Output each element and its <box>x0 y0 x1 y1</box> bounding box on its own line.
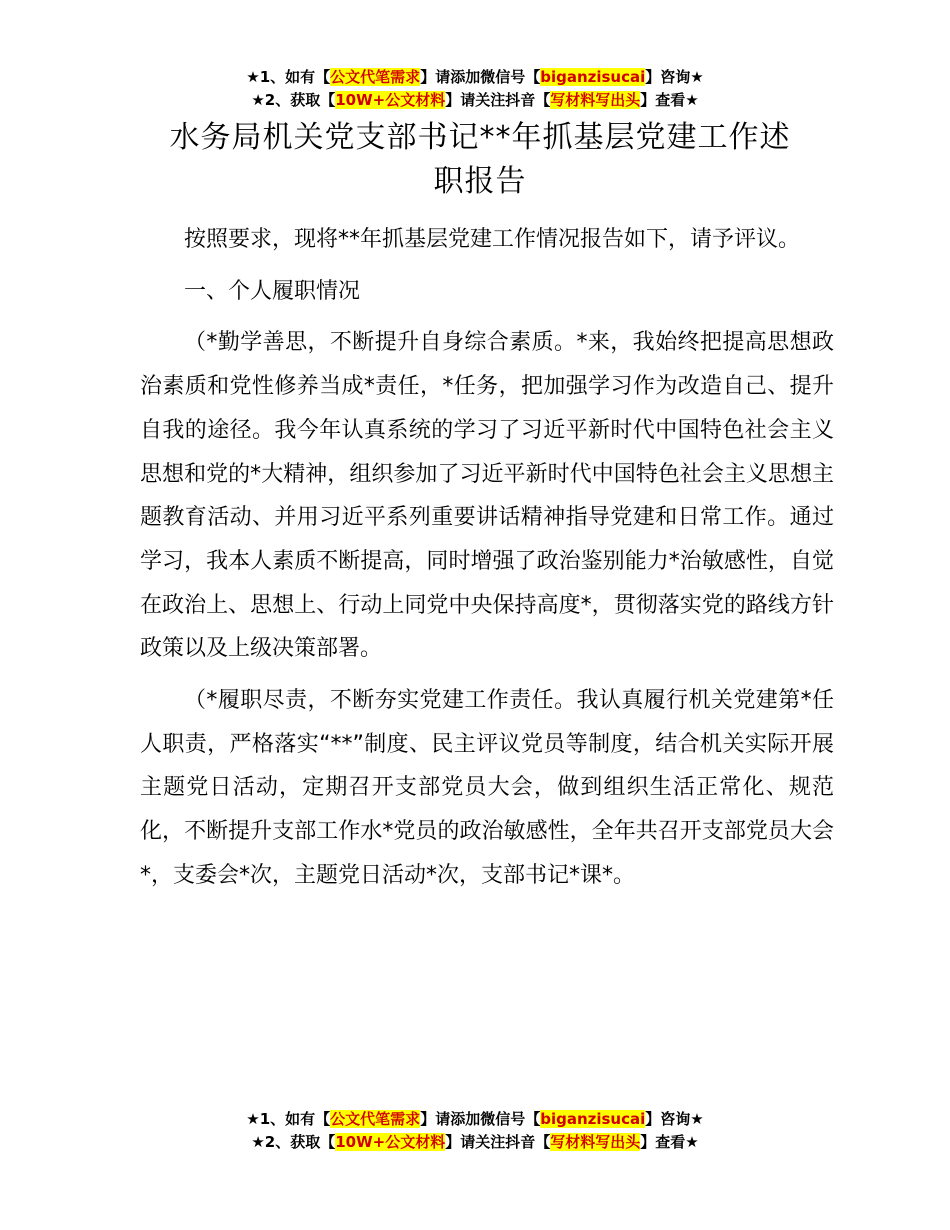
banner-text: 】请添加微信号【 <box>420 1110 541 1128</box>
banner-text: 】查看★ <box>640 1133 699 1151</box>
banner-text: 】请添加微信号【 <box>420 68 541 86</box>
paragraph-intro: 按照要求，现将**年抓基层党建工作情况报告如下，请予评议。 <box>184 227 801 252</box>
banner-highlight: biganzisucai <box>540 1110 646 1128</box>
banner-line-1 <box>0 66 950 89</box>
banner-text: 】咨询★ <box>645 68 704 86</box>
bottom-banner <box>0 1108 950 1154</box>
banner-text: ★2、获取【 <box>251 1133 336 1151</box>
document-title <box>140 116 820 204</box>
banner-text: ★1、如有【 <box>246 68 331 86</box>
banner-highlight: 公文代笔需求 <box>330 1110 421 1128</box>
banner-text: 】请关注抖音【 <box>445 91 551 109</box>
paragraph-duty: （*履职尽责，不断夯实党建工作责任。我认真履行机关党建第*任人职责，严格落实“**”制度、民主评议党员等制度，结合机关实际开展主题党日活动，定期召开支部党员大会，做到组织生活正常化、规范化，不断提升支部工作水*党员的政治敏感性，全年共召开支部党员大会*，支委会*次，主题党日活动*次，支部书记*课*。 <box>140 688 834 888</box>
banner-line-1 <box>0 1108 950 1131</box>
banner-highlight: biganzisucai <box>540 68 646 86</box>
section-heading: 一、个人履职情况 <box>184 278 361 304</box>
banner-highlight: 写材料写出头 <box>550 91 641 109</box>
banner-text: 】咨询★ <box>645 1110 704 1128</box>
banner-text: 】查看★ <box>640 91 699 109</box>
banner-line-2 <box>0 89 950 112</box>
banner-highlight: 10W+公文材料 <box>335 1133 446 1151</box>
banner-highlight: 公文代笔需求 <box>330 68 421 86</box>
banner-text: ★2、获取【 <box>251 91 336 109</box>
paragraph-study: （*勤学善思，不断提升自身综合素质。*来，我始终把提高思想政治素质和党性修养当成*责任，*任务，把加强学习作为改造自己、提升自我的途径。我今年认真系统的学习了习近平新时代中国特色社会主义思想和党的*大精神，组织参加了习近平新时代中国特色社会主义思想主题教育活动、并用习近平系列重要讲话精神指导党建和日常工作。通过学习，我本人素质不断提高，同时增强了政治鉴别能力*治敏感性，自觉在政治上、思想上、行动上同党中央保持高度*，贯彻落实党的路线方针政策以及上级决策部署。 <box>140 330 834 662</box>
banner-line-2 <box>0 1131 950 1154</box>
banner-text: 】请关注抖音【 <box>445 1133 551 1151</box>
banner-text: ★1、如有【 <box>246 1110 331 1128</box>
banner-highlight: 10W+公文材料 <box>335 91 446 109</box>
title-line-1: 水务局机关党支部书记**年抓基层党建工作述 <box>169 120 791 155</box>
document-body <box>140 218 834 906</box>
top-banner <box>0 66 950 112</box>
banner-highlight: 写材料写出头 <box>550 1133 641 1151</box>
title-line-2: 职报告 <box>433 164 527 199</box>
